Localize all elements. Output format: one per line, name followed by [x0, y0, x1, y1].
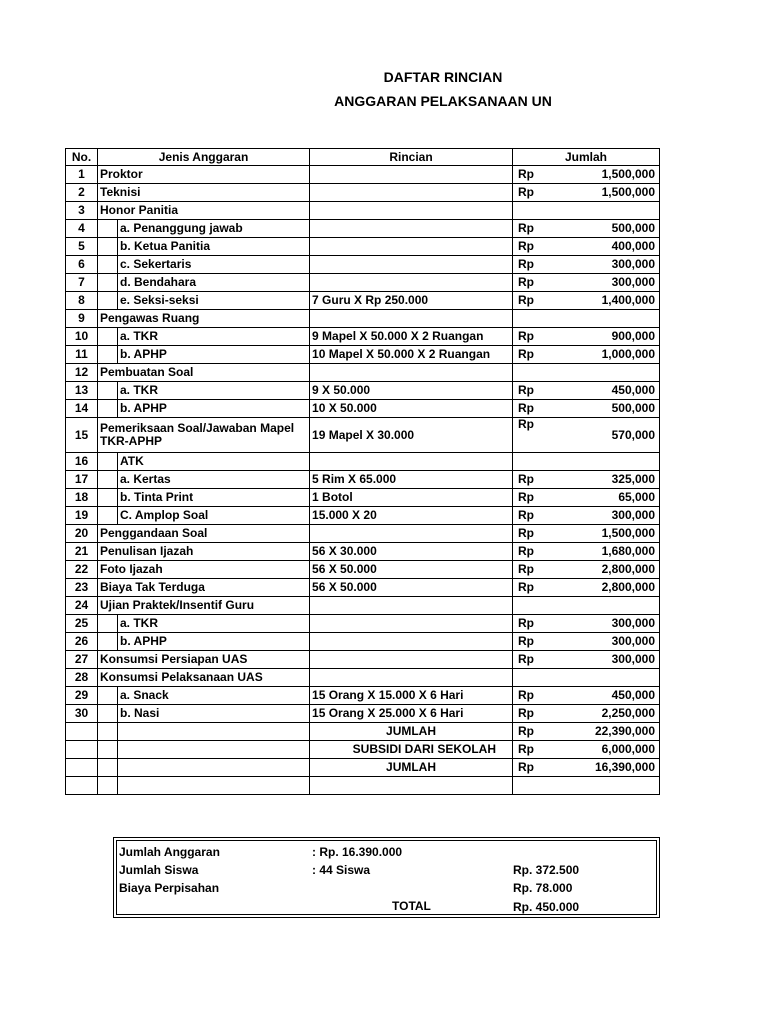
rincian-cell [310, 184, 513, 202]
indent-cell [98, 256, 118, 274]
rincian-cell [310, 220, 513, 238]
jumlah-cell [513, 579, 660, 597]
jumlah-cell [513, 400, 660, 418]
rincian-cell: 7 Guru X Rp 250.000 [310, 292, 513, 310]
rincian-cell: 1 Botol [310, 489, 513, 507]
currency-label: Rp [518, 508, 535, 522]
budget-table [65, 148, 660, 795]
summary-jumlah-anggaran-label: Jumlah Anggaran [119, 845, 220, 859]
row-number: 6 [66, 256, 98, 274]
indent-cell [98, 220, 118, 238]
amount-value: 300,000 [611, 275, 656, 289]
row-number: 2 [66, 184, 98, 202]
jenis-anggaran: Penggandaan Soal [98, 525, 310, 543]
rincian-cell [310, 669, 513, 687]
empty-cell [98, 723, 118, 741]
jenis-anggaran-sub: a. TKR [118, 328, 310, 346]
document-title: DAFTAR RINCIAN [383, 69, 503, 85]
row-number: 25 [66, 615, 98, 633]
empty-cell [66, 777, 98, 795]
rincian-cell [310, 256, 513, 274]
amount-value: 300,000 [611, 652, 656, 666]
jenis-anggaran-sub: b. Ketua Panitia [118, 238, 310, 256]
indent-cell [98, 453, 118, 471]
currency-label: Rp [518, 526, 535, 540]
currency-label: Rp [518, 221, 535, 235]
indent-cell [98, 274, 118, 292]
amount-value: 300,000 [611, 616, 656, 630]
amount-value: 1,000,000 [601, 347, 656, 361]
summary-total-amount: Rp. 450.000 [513, 900, 580, 914]
rincian-cell: 5 Rim X 65.000 [310, 471, 513, 489]
jumlah-cell [513, 274, 660, 292]
jenis-anggaran: Biaya Tak Terduga [98, 579, 310, 597]
currency-label: Rp [518, 347, 535, 361]
table-row [66, 382, 660, 400]
jumlah-cell [513, 256, 660, 274]
indent-cell [98, 687, 118, 705]
currency-label: Rp [518, 417, 535, 431]
amount-value: 16,390,000 [594, 760, 656, 774]
empty-cell [513, 777, 660, 795]
table-row [66, 238, 660, 256]
row-number: 5 [66, 238, 98, 256]
jumlah-cell [513, 633, 660, 651]
table-row [66, 633, 660, 651]
amount-value: 6,000,000 [601, 742, 656, 756]
jumlah-cell [513, 561, 660, 579]
currency-label: Rp [518, 472, 535, 486]
rincian-cell [310, 274, 513, 292]
row-number: 27 [66, 651, 98, 669]
header-rincian: Rincian [310, 149, 513, 166]
jenis-anggaran: Penulisan Ijazah [98, 543, 310, 561]
row-number: 8 [66, 292, 98, 310]
summary-jumlah-siswa-label: Jumlah Siswa [119, 863, 199, 877]
amount-value: 450,000 [611, 688, 656, 702]
jenis-anggaran: Teknisi [98, 184, 310, 202]
amount-value: 65,000 [618, 490, 656, 504]
amount-value: 300,000 [611, 508, 656, 522]
header-jumlah: Jumlah [513, 149, 660, 166]
currency-label: Rp [518, 616, 535, 630]
row-number: 10 [66, 328, 98, 346]
table-row [66, 453, 660, 471]
total-label: JUMLAH [310, 723, 513, 741]
amount-value: 325,000 [611, 472, 656, 486]
empty-cell [98, 759, 118, 777]
jumlah-cell [513, 651, 660, 669]
amount-value: 1,500,000 [601, 185, 656, 199]
jenis-anggaran: Konsumsi Pelaksanaan UAS [98, 669, 310, 687]
row-number: 28 [66, 669, 98, 687]
jumlah-cell [513, 705, 660, 723]
jumlah-cell [513, 220, 660, 238]
row-number: 24 [66, 597, 98, 615]
row-number: 12 [66, 364, 98, 382]
row-number: 29 [66, 687, 98, 705]
summary-jumlah-anggaran-value: : Rp. 16.390.000 [312, 845, 403, 859]
amount-value: 1,680,000 [601, 544, 656, 558]
summary-box [116, 840, 657, 915]
amount-value: 1,400,000 [601, 293, 656, 307]
jenis-anggaran-sub: a. Kertas [118, 471, 310, 489]
jumlah-cell [513, 759, 660, 777]
rincian-cell: 10 Mapel X 50.000 X 2 Ruangan [310, 346, 513, 364]
total-label: SUBSIDI DARI SEKOLAH [310, 741, 513, 759]
jenis-anggaran-sub: a. Snack [118, 687, 310, 705]
amount-value: 22,390,000 [594, 724, 656, 738]
jumlah-cell [513, 382, 660, 400]
document-subtitle: ANGGARAN PELAKSANAAN UN [334, 93, 552, 109]
currency-label: Rp [518, 329, 535, 343]
jumlah-cell [513, 328, 660, 346]
amount-value: 450,000 [611, 383, 656, 397]
empty-cell [66, 759, 98, 777]
table-row [66, 364, 660, 382]
currency-label: Rp [518, 742, 535, 756]
amount-value: 900,000 [611, 329, 656, 343]
row-number: 22 [66, 561, 98, 579]
rincian-cell: 9 X 50.000 [310, 382, 513, 400]
total-row [66, 759, 660, 777]
empty-cell [118, 723, 310, 741]
table-row [66, 669, 660, 687]
table-row [66, 292, 660, 310]
table-row [66, 525, 660, 543]
jumlah-cell [513, 687, 660, 705]
empty-cell [310, 777, 513, 795]
summary-biaya-perpisahan-amount: Rp. 78.000 [513, 881, 573, 895]
jenis-anggaran-sub: ATK [118, 453, 310, 471]
table-row [66, 274, 660, 292]
rincian-cell [310, 651, 513, 669]
jumlah-cell [513, 292, 660, 310]
jumlah-cell [513, 238, 660, 256]
amount-value: 1,500,000 [601, 167, 656, 181]
indent-cell [98, 633, 118, 651]
amount-value: 1,500,000 [601, 526, 656, 540]
jenis-anggaran-sub: a. Penanggung jawab [118, 220, 310, 238]
header-no: No. [66, 149, 98, 166]
table-row [66, 202, 660, 220]
indent-cell [98, 705, 118, 723]
rincian-cell: 19 Mapel X 30.000 [310, 418, 513, 453]
jenis-anggaran-sub: c. Sekertaris [118, 256, 310, 274]
currency-label: Rp [518, 185, 535, 199]
summary-total-label: TOTAL [392, 899, 431, 913]
jumlah-cell [513, 489, 660, 507]
jumlah-cell [513, 184, 660, 202]
jenis-anggaran: Pemeriksaan Soal/Jawaban Mapel TKR-APHP [98, 418, 310, 453]
rincian-cell: 15 Orang X 25.000 X 6 Hari [310, 705, 513, 723]
currency-label: Rp [518, 580, 535, 594]
currency-label: Rp [518, 167, 535, 181]
row-number: 16 [66, 453, 98, 471]
currency-label: Rp [518, 401, 535, 415]
total-label: JUMLAH [310, 759, 513, 777]
currency-label: Rp [518, 652, 535, 666]
amount-value: 300,000 [611, 634, 656, 648]
jenis-anggaran-sub: b. Tinta Print [118, 489, 310, 507]
table-row [66, 328, 660, 346]
rincian-cell [310, 166, 513, 184]
empty-cell [118, 741, 310, 759]
indent-cell [98, 489, 118, 507]
currency-label: Rp [518, 688, 535, 702]
indent-cell [98, 382, 118, 400]
indent-cell [98, 471, 118, 489]
row-number: 11 [66, 346, 98, 364]
indent-cell [98, 238, 118, 256]
jumlah-cell [513, 507, 660, 525]
currency-label: Rp [518, 490, 535, 504]
rincian-cell [310, 310, 513, 328]
row-number: 20 [66, 525, 98, 543]
row-number: 15 [66, 418, 98, 453]
summary-per-siswa-amount: Rp. 372.500 [513, 863, 580, 877]
row-number: 30 [66, 705, 98, 723]
table-row [66, 543, 660, 561]
jumlah-cell [513, 615, 660, 633]
empty-cell [118, 759, 310, 777]
jenis-anggaran: Pengawas Ruang [98, 310, 310, 328]
row-number: 4 [66, 220, 98, 238]
total-row [66, 741, 660, 759]
currency-label: Rp [518, 293, 535, 307]
rincian-cell: 10 X 50.000 [310, 400, 513, 418]
table-row [66, 561, 660, 579]
row-number: 3 [66, 202, 98, 220]
jumlah-cell [513, 202, 660, 220]
jumlah-cell [513, 597, 660, 615]
amount-value: 300,000 [611, 257, 656, 271]
row-number: 1 [66, 166, 98, 184]
row-number: 21 [66, 543, 98, 561]
table-row [66, 651, 660, 669]
amount-value: 2,800,000 [601, 580, 656, 594]
jenis-anggaran: Pembuatan Soal [98, 364, 310, 382]
row-number: 14 [66, 400, 98, 418]
jenis-anggaran-sub: b. APHP [118, 346, 310, 364]
currency-label: Rp [518, 706, 535, 720]
currency-label: Rp [518, 760, 535, 774]
jenis-anggaran-sub: C. Amplop Soal [118, 507, 310, 525]
jumlah-cell [513, 525, 660, 543]
rincian-cell: 15 Orang X 15.000 X 6 Hari [310, 687, 513, 705]
jenis-anggaran-sub: a. TKR [118, 382, 310, 400]
row-number: 13 [66, 382, 98, 400]
rincian-cell: 9 Mapel X 50.000 X 2 Ruangan [310, 328, 513, 346]
rincian-cell: 56 X 30.000 [310, 543, 513, 561]
jenis-anggaran-sub: b. Nasi [118, 705, 310, 723]
table-row [66, 256, 660, 274]
rincian-cell [310, 238, 513, 256]
jumlah-cell [513, 166, 660, 184]
jumlah-cell [513, 310, 660, 328]
jumlah-cell [513, 471, 660, 489]
jumlah-cell [513, 453, 660, 471]
header-jenis-anggaran: Jenis Anggaran [98, 149, 310, 166]
currency-label: Rp [518, 239, 535, 253]
rincian-cell [310, 525, 513, 543]
jumlah-cell [513, 741, 660, 759]
row-number: 18 [66, 489, 98, 507]
table-row [66, 184, 660, 202]
row-number: 7 [66, 274, 98, 292]
jenis-anggaran: Foto Ijazah [98, 561, 310, 579]
table-row [66, 687, 660, 705]
rincian-cell [310, 615, 513, 633]
currency-label: Rp [518, 383, 535, 397]
jumlah-cell [513, 723, 660, 741]
indent-cell [98, 507, 118, 525]
currency-label: Rp [518, 634, 535, 648]
empty-cell [98, 777, 118, 795]
jumlah-cell [513, 346, 660, 364]
table-row [66, 400, 660, 418]
table-row [66, 615, 660, 633]
amount-value: 500,000 [611, 401, 656, 415]
jenis-anggaran-sub: d. Bendahara [118, 274, 310, 292]
amount-value: 2,250,000 [601, 706, 656, 720]
jenis-anggaran: Proktor [98, 166, 310, 184]
rincian-cell [310, 597, 513, 615]
table-row [66, 471, 660, 489]
empty-cell [118, 777, 310, 795]
indent-cell [98, 346, 118, 364]
summary-biaya-perpisahan-label: Biaya Perpisahan [119, 881, 220, 895]
jenis-anggaran-sub: a. TKR [118, 615, 310, 633]
rincian-cell [310, 633, 513, 651]
currency-label: Rp [518, 724, 535, 738]
rincian-cell [310, 364, 513, 382]
indent-cell [98, 615, 118, 633]
table-row [66, 166, 660, 184]
rincian-cell: 56 X 50.000 [310, 561, 513, 579]
currency-label: Rp [518, 544, 535, 558]
rincian-cell [310, 453, 513, 471]
table-row [66, 489, 660, 507]
table-row [66, 310, 660, 328]
indent-cell [98, 292, 118, 310]
currency-label: Rp [518, 257, 535, 271]
amount-value: 500,000 [611, 221, 656, 235]
table-row [66, 220, 660, 238]
table-row [66, 597, 660, 615]
row-number: 23 [66, 579, 98, 597]
table-row [66, 507, 660, 525]
currency-label: Rp [518, 562, 535, 576]
jumlah-cell [513, 418, 660, 453]
table-row [66, 579, 660, 597]
amount-value: 2,800,000 [601, 562, 656, 576]
empty-cell [98, 741, 118, 759]
total-row [66, 723, 660, 741]
table-header-row [66, 149, 660, 166]
table-row [66, 418, 660, 453]
jenis-anggaran: Honor Panitia [98, 202, 310, 220]
summary-jumlah-siswa-value: : 44 Siswa [312, 863, 371, 877]
jumlah-cell [513, 669, 660, 687]
amount-value: 400,000 [611, 239, 656, 253]
empty-cell [66, 741, 98, 759]
rincian-cell: 15.000 X 20 [310, 507, 513, 525]
currency-label: Rp [518, 275, 535, 289]
amount-value: 570,000 [611, 427, 656, 442]
rincian-cell [310, 202, 513, 220]
jenis-anggaran-sub: b. APHP [118, 400, 310, 418]
jenis-anggaran-sub: e. Seksi-seksi [118, 292, 310, 310]
empty-row [66, 777, 660, 795]
row-number: 17 [66, 471, 98, 489]
table-row [66, 346, 660, 364]
jumlah-cell [513, 543, 660, 561]
jenis-anggaran: Ujian Praktek/Insentif Guru [98, 597, 310, 615]
jenis-anggaran: Konsumsi Persiapan UAS [98, 651, 310, 669]
rincian-cell: 56 X 50.000 [310, 579, 513, 597]
row-number: 26 [66, 633, 98, 651]
empty-cell [66, 723, 98, 741]
table-row [66, 705, 660, 723]
jumlah-cell [513, 364, 660, 382]
indent-cell [98, 328, 118, 346]
row-number: 9 [66, 310, 98, 328]
jenis-anggaran-sub: b. APHP [118, 633, 310, 651]
row-number: 19 [66, 507, 98, 525]
indent-cell [98, 400, 118, 418]
